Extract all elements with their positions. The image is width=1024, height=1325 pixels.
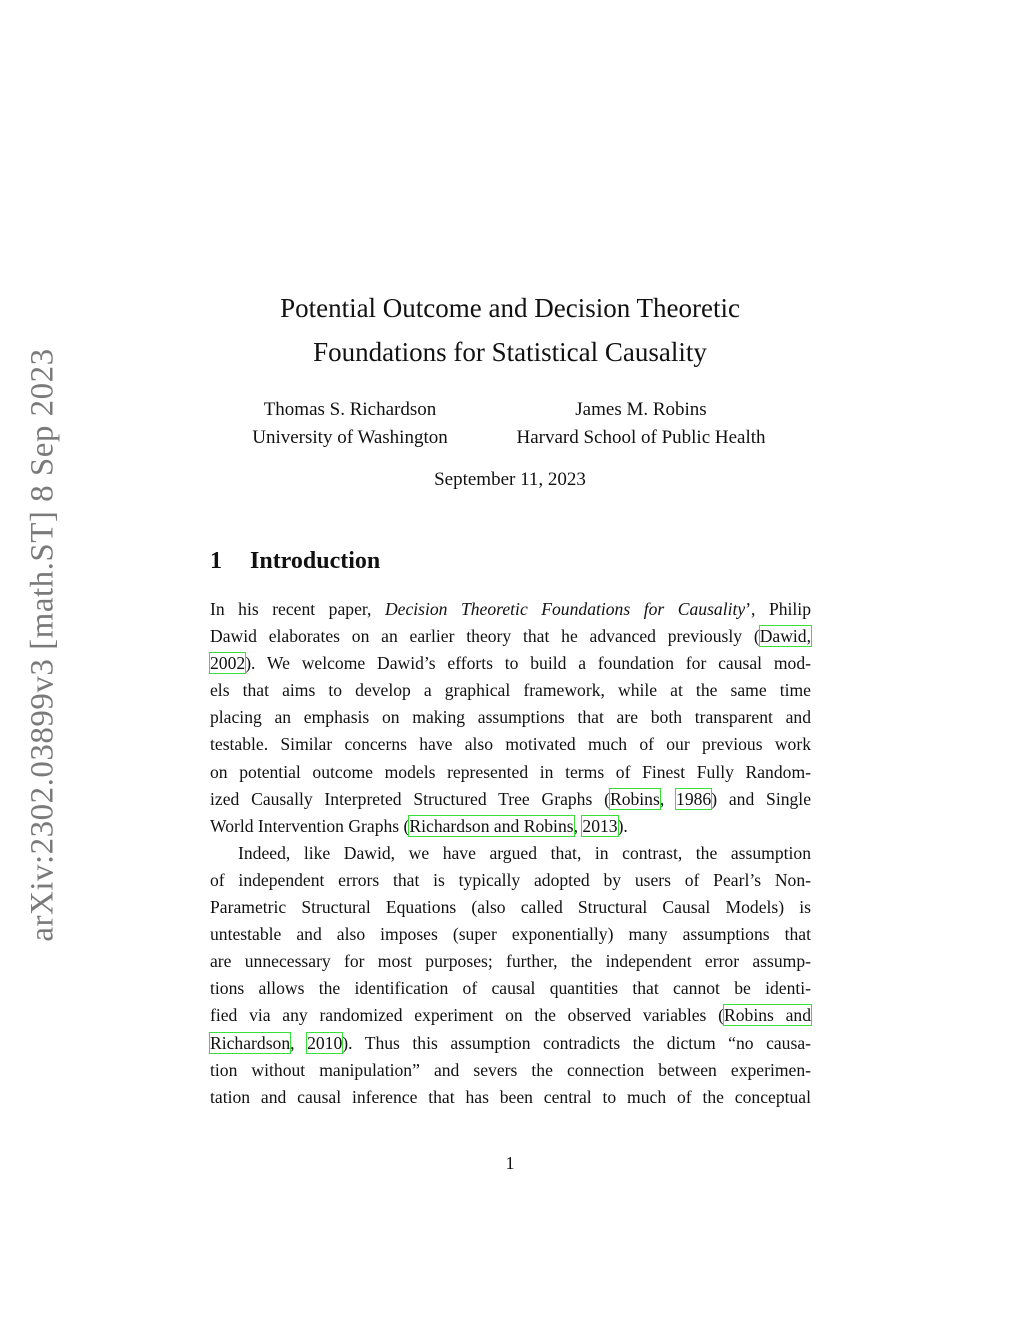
citation-link[interactable]: 2010 xyxy=(307,1032,343,1053)
text-line: ized Causally Interpreted Structured Tree Graphs (Robins, 1986) and Single xyxy=(210,788,812,809)
citation-link[interactable]: Richardson xyxy=(210,1032,291,1053)
section-heading xyxy=(210,546,380,576)
citation-link[interactable]: 2013 xyxy=(582,815,618,836)
author-block xyxy=(0,396,1024,456)
text-line: of independent errors that is typically adopted by users of Pearl’s Non- xyxy=(210,869,811,890)
author-1 xyxy=(230,396,470,452)
section-title: Introduction xyxy=(250,548,381,574)
text-line: Richardson, 2010). Thus this assumption contradicts the dictum “no causa- xyxy=(210,1032,811,1053)
citation-link[interactable]: Dawid, xyxy=(759,626,811,647)
author-name: James M. Robins xyxy=(575,399,707,420)
author-affiliation: University of Washington xyxy=(252,427,448,448)
citation-link[interactable]: Richardson and Robins xyxy=(409,815,574,836)
introduction-body xyxy=(210,596,811,1111)
citation-link[interactable]: 2002 xyxy=(210,653,246,674)
title-line-2: Foundations for Statistical Causality xyxy=(313,337,707,367)
author-name: Thomas S. Richardson xyxy=(263,399,437,420)
text-line: Dawid elaborates on an earlier theory that he advanced previously (Dawid, xyxy=(210,626,811,647)
citation-link[interactable]: 1986 xyxy=(676,788,712,809)
text-line: placing an emphasis on making assumptions that are both transparent and xyxy=(210,707,811,728)
author-affiliation: Harvard School of Public Health xyxy=(516,427,766,448)
text-line: are unnecessary for most purposes; further, the independent error assump- xyxy=(210,951,811,972)
emphasized-title: Decision Theoretic Foundations for Causality xyxy=(384,599,746,619)
text-line: testable. Similar concerns have also motivated much of our previous work xyxy=(210,734,811,755)
title-line-1: Potential Outcome and Decision Theoretic xyxy=(280,293,740,323)
text-line: tion without manipulation” and severs the connection between experimen- xyxy=(210,1059,811,1080)
text-line: tions allows the identification of causal quantities that cannot be identi- xyxy=(210,978,811,999)
text-line: World Intervention Graphs (Richardson and Robins, 2013). xyxy=(210,815,628,836)
text-line: els that aims to develop a graphical framework, while at the same time xyxy=(210,680,811,701)
author-2 xyxy=(495,396,787,452)
text-line: Parametric Structural Equations (also called Structural Causal Models) is xyxy=(210,897,811,918)
text-line: Indeed, like Dawid, we have argued that, in contrast, the assumption xyxy=(238,842,811,863)
citation-link[interactable]: Robins and xyxy=(724,1005,811,1026)
section-number: 1 xyxy=(210,548,222,574)
text-line: fied via any randomized experiment on the observed variables (Robins and xyxy=(210,1005,811,1026)
arxiv-identifier-stamp: arXiv:2302.03899v3 [math.ST] 8 Sep 2023 xyxy=(24,348,61,942)
page-number: 1 xyxy=(505,1153,515,1173)
text-line: tation and causal inference that has been central to much of the conceptual xyxy=(210,1086,811,1107)
text-line: In his recent paper, Decision Theoretic Foundations for Causality’, Philip xyxy=(210,599,811,619)
text-line: 2002). We welcome Dawid’s efforts to build a foundation for causal mod- xyxy=(210,653,811,674)
citation-link[interactable]: Robins xyxy=(609,788,660,809)
text-line: on potential outcome models represented in terms of Finest Fully Random- xyxy=(210,761,811,782)
publication-date: September 11, 2023 xyxy=(434,469,586,490)
text-line: untestable and also imposes (super exponentially) many assumptions that xyxy=(210,924,811,945)
paper-title xyxy=(210,286,810,374)
